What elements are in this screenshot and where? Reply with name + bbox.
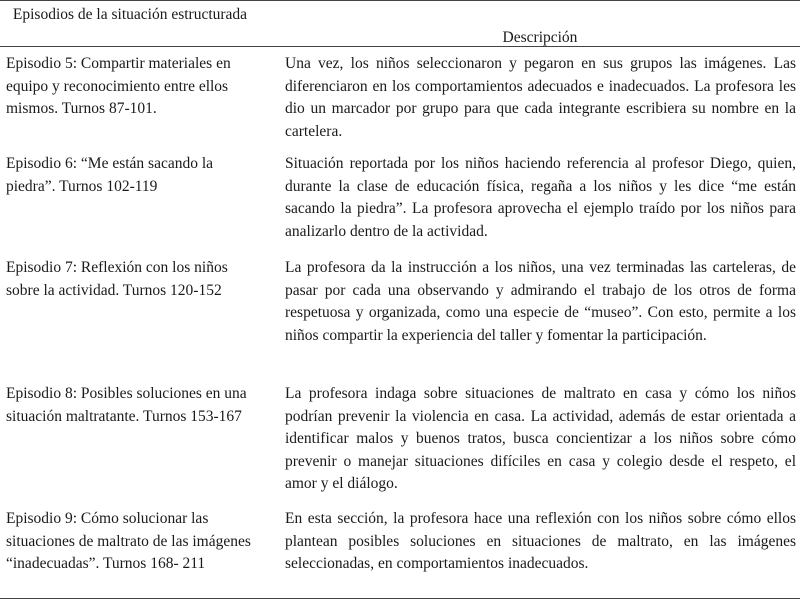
episode-cell: Episodio 9: Cómo solucionar las situaciones de maltrato de las imágenes “inadecuadas”. Turnos 168- 211 (6, 510, 251, 572)
episode-cell: Episodio 7: Reflexión con los niños sobre la actividad. Turnos 120-152 (6, 259, 228, 299)
table-header-rule (0, 46, 800, 47)
description-cell: La profesora indaga sobre situaciones de maltrato en casa y cómo los niños podrían prevenir la violencia en casa. La actividad, además de estar orientada a identificar malos y buenos tratos, busca concientizar a los niños sobre cómo prevenir o manejar situaciones difíciles en casa y colegio desde el respeto, el amor y el diálogo. (285, 385, 796, 492)
column-header-episodes: Episodios de la situación estructurada (12, 6, 248, 23)
table-header (0, 0, 800, 46)
episode-cell: Episodio 8: Posibles soluciones en una situación maltratante. Turnos 153-167 (6, 385, 247, 425)
description-cell: Situación reportada por los niños haciendo referencia al profesor Diego, quien, durante la clase de educación física, regaña a los niños y les dice “me están sacando la piedra”. La profesora aprovecha el ejemplo traído por los niños para analizarlo dentro de la actividad. (285, 155, 796, 240)
table-bottom-rule (0, 598, 800, 599)
episode-cell: Episodio 5: Compartir materiales en equipo y reconocimiento entre ellos mismos. Turnos 87-101. (6, 55, 231, 117)
episode-cell: Episodio 6: “Me están sacando la piedra”. Turnos 102-119 (6, 155, 214, 195)
column-header-description: Descripción (502, 29, 578, 46)
description-cell: En esta sección, la profesora hace una reflexión con los niños sobre cómo ellos plantean posibles soluciones en situaciones de maltrato, en las imágenes seleccionadas, en comportamientos inadecuados. (285, 510, 796, 572)
description-cell: Una vez, los niños seleccionaron y pegaron en sus grupos las imágenes. Las diferenciaron en los comportamientos adecuados e inadecuados. La profesora les dio un marcador por grupo para que cada integrante escribiera su nombre en la cartelera. (285, 55, 796, 140)
description-cell: La profesora da la instrucción a los niños, una vez terminadas las carteleras, de pasar por cada una observando y admirando el trabajo de los otros de forma respetuosa y organizada, como una especie de “museo”. Con esto, permite a los niños compartir la experiencia del taller y fomentar la participación. (285, 259, 796, 344)
